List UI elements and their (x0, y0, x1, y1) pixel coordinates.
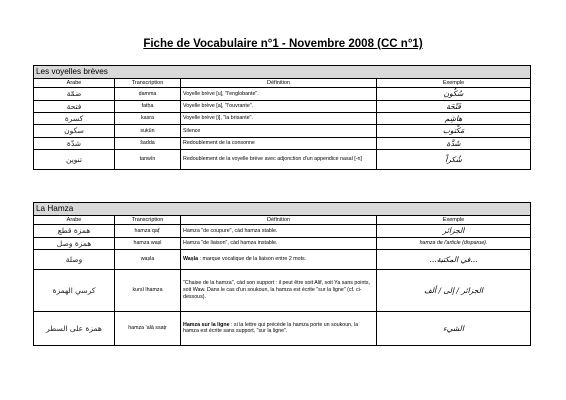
transcription-cell: fatḥa (115, 100, 181, 112)
col-transcription: Transcription (115, 79, 181, 88)
arabe-cell: تنوين (34, 150, 115, 170)
exemple-cell: هاشِم (377, 112, 531, 124)
arabe-cell: سكون (34, 125, 115, 137)
col-definition: Définition (181, 216, 377, 225)
table-row (34, 225, 531, 237)
table-row (34, 269, 531, 311)
arabe-cell: همزة على السطر (34, 311, 115, 345)
definition-term: Hamza sur la ligne (183, 321, 230, 328)
definition-cell: Redoublement de la voyelle brève avec adjonction d'un appendice nasal [-n] (181, 150, 377, 170)
definition-cell: Hamza "de liaison", càd hamza instable. (181, 237, 377, 249)
transcription-cell: waṣla (115, 249, 181, 269)
table-row (34, 88, 531, 100)
definition-cell: Voyelle brève [u], "l'englobante". (181, 88, 377, 100)
definition-cell: Hamza "de coupure", càd hamza stable. (181, 225, 377, 237)
exemple-cell: الجزائر / إلى / ألف (377, 269, 531, 311)
col-arabe: Arabe (34, 79, 115, 88)
table-row (34, 137, 531, 149)
page-title: Fiche de Vocabulaire n°1 - Novembre 2008 (CC n°1) (143, 38, 423, 50)
transcription-cell: kasra (115, 112, 181, 124)
table-row (34, 249, 531, 269)
arabe-cell: همزة وصل (34, 237, 115, 249)
definition-cell: Voyelle brève [i], "la brisante". (181, 112, 377, 124)
exemple-cell: الشيء (377, 311, 531, 345)
table-row (34, 100, 531, 112)
arabe-cell: همزة قطع (34, 225, 115, 237)
hamza-table (33, 202, 531, 346)
section-title: Les voyelles brèves (34, 66, 531, 79)
definition-text: : marque vocalique de la liaison entre 2 mots. (198, 256, 307, 263)
col-arabe: Arabe (34, 216, 115, 225)
definition-text: : si la lettre qui précède la hamza porte un soukoun, la hamza est écrite sans support, "sur la ligne". (183, 321, 359, 335)
exemple-cell: hamza de l'article (disparue). (377, 237, 531, 249)
exemple-cell: سُكُون (377, 88, 531, 100)
exemple-cell: مَكْتوب (377, 125, 531, 137)
col-exemple: Exemple (377, 216, 531, 225)
definition-term: Waṣla (183, 256, 199, 263)
exemple-cell: فَتْحَة (377, 100, 531, 112)
section-header-row (34, 66, 531, 79)
transcription-cell: šadda (115, 137, 181, 149)
transcription-cell: hamza qaṭ‛ (115, 225, 181, 237)
column-header-row (34, 79, 531, 88)
exemple-cell: شَدَّة (377, 137, 531, 149)
definition-cell: Redoublement de la consonne (181, 137, 377, 149)
definition-cell (181, 311, 377, 345)
table-row (34, 237, 531, 249)
voyelles-table (33, 65, 531, 170)
transcription-cell: sukūn (115, 125, 181, 137)
table-row (34, 125, 531, 137)
section-title: La Hamza (34, 203, 531, 216)
arabe-cell: وصلة (34, 249, 115, 269)
column-header-row (34, 216, 531, 225)
exemple-cell: شُكراً (377, 150, 531, 170)
transcription-cell: kursī lhamza (115, 269, 181, 311)
exemple-cell: ...في المكتبة... (377, 249, 531, 269)
col-transcription: Transcription (115, 216, 181, 225)
arabe-cell: ضمّة (34, 88, 115, 100)
col-exemple: Exemple (377, 79, 531, 88)
transcription-cell: hamza ‛alā ssaṭr (115, 311, 181, 345)
section-header-row (34, 203, 531, 216)
exemple-cell: الجزائر (377, 225, 531, 237)
table-row (34, 112, 531, 124)
definition-cell: Voyelle brève [a], "l'ouvrante". (181, 100, 377, 112)
transcription-cell: ḍamma (115, 88, 181, 100)
arabe-cell: فتحة (34, 100, 115, 112)
transcription-cell: tanwīn (115, 150, 181, 170)
table-row (34, 150, 531, 170)
arabe-cell: شدّة (34, 137, 115, 149)
table-row (34, 311, 531, 345)
arabe-cell: كرسي الهمزة (34, 269, 115, 311)
definition-cell (181, 249, 377, 269)
col-definition: Définition (181, 79, 377, 88)
transcription-cell: hamza waṣl (115, 237, 181, 249)
definition-cell: Silence (181, 125, 377, 137)
definition-cell: "Chaise de la hamza", càd son support : il peut être soit Alif, soit Ya sans points, soit Waw. Dans le cas d'un soukoun, la hamza est écrite "sur la ligne" (cf. ci-dessous). (181, 269, 377, 311)
arabe-cell: كسرة (34, 112, 115, 124)
